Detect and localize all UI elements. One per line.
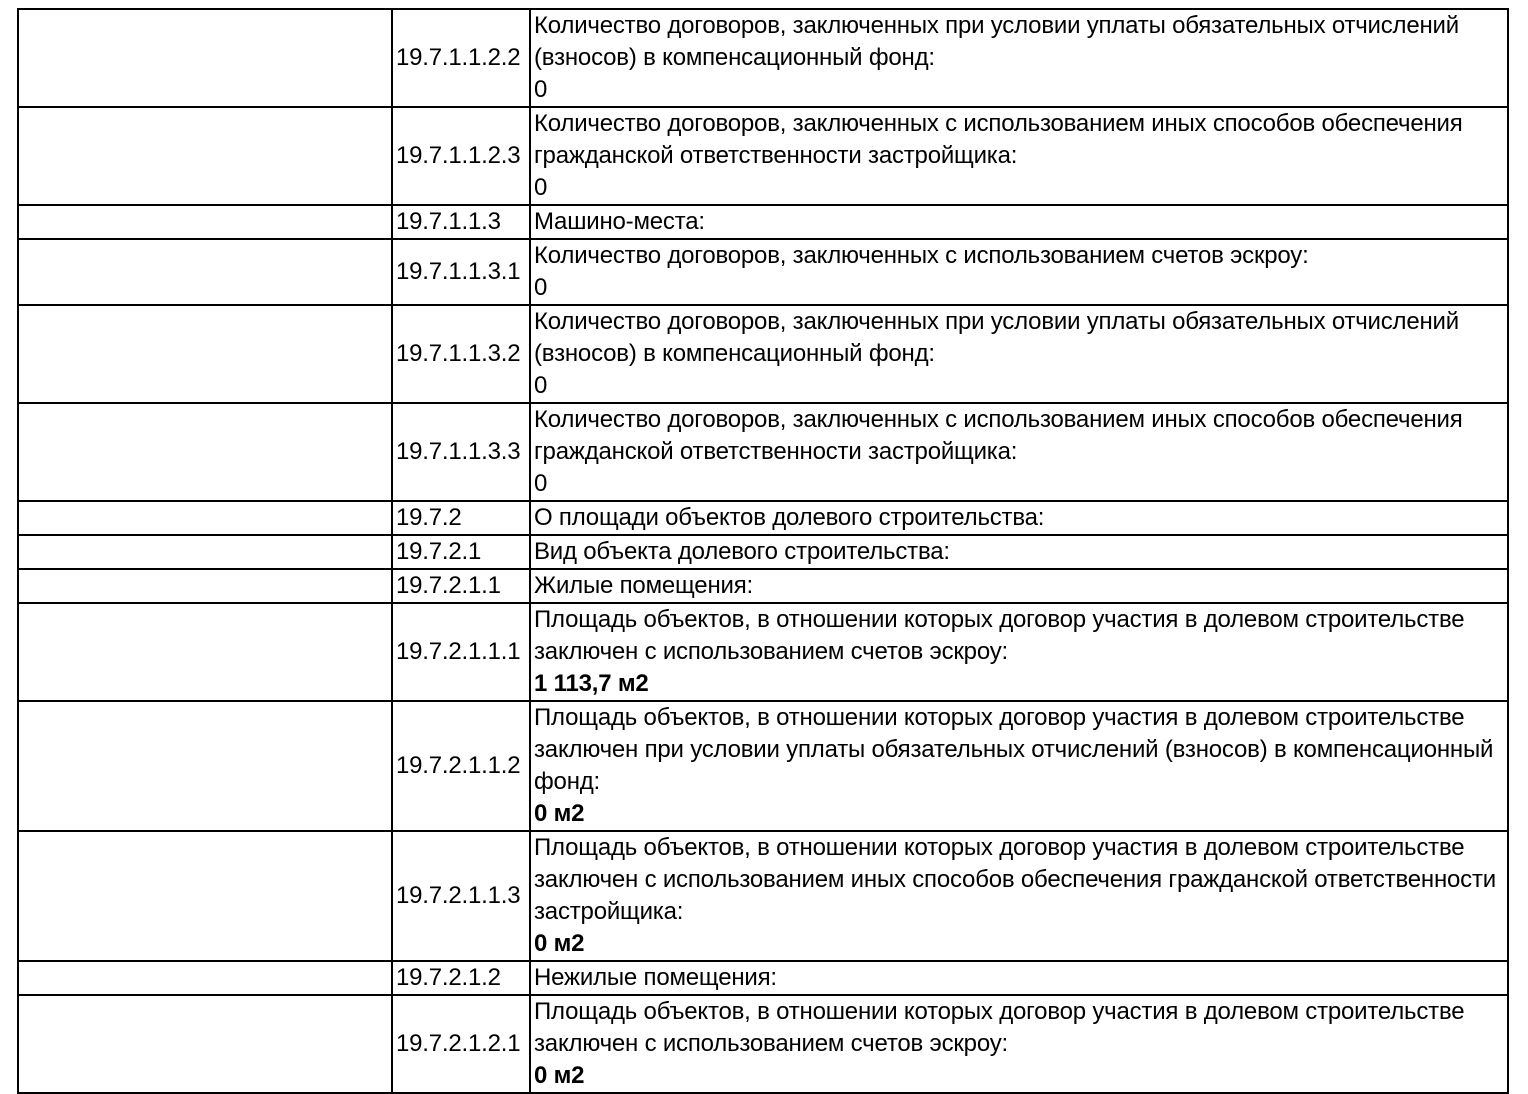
table-row [18, 205, 1508, 239]
row-value: 0 [534, 372, 548, 399]
row-number: 19.7.2.1.1.2 [392, 701, 530, 831]
row-content [530, 569, 1508, 603]
table-row [18, 569, 1508, 603]
row-content [530, 305, 1508, 403]
empty-cell [18, 403, 392, 501]
table-row [18, 239, 1508, 305]
row-content [530, 995, 1508, 1093]
table-row [18, 535, 1508, 569]
row-content [530, 535, 1508, 569]
row-number: 19.7.2 [392, 501, 530, 535]
row-content [530, 501, 1508, 535]
row-label: О площади объектов долевого строительства: [534, 504, 1045, 531]
row-content [530, 403, 1508, 501]
row-value: 0 м2 [534, 800, 585, 827]
row-label: Площадь объектов, в отношении которых договор участия в долевом строительстве заключен с использованием счетов эскроу: [534, 606, 1465, 665]
row-value: 0 [534, 470, 548, 497]
table-row [18, 603, 1508, 701]
empty-cell [18, 239, 392, 305]
row-content [530, 961, 1508, 995]
table-row [18, 961, 1508, 995]
row-number: 19.7.2.1 [392, 535, 530, 569]
row-label: Количество договоров, заключенных при условии уплаты обязательных отчислений (взносов) в компенсационный фонд: [534, 12, 1459, 71]
empty-cell [18, 603, 392, 701]
empty-cell [18, 569, 392, 603]
row-value: 0 м2 [534, 1062, 585, 1089]
declaration-table [17, 8, 1509, 1094]
row-content [530, 239, 1508, 305]
row-value: 0 [534, 274, 548, 301]
table-row [18, 107, 1508, 205]
row-label: Площадь объектов, в отношении которых договор участия в долевом строительстве заключен с использованием счетов эскроу: [534, 998, 1465, 1057]
table-row [18, 9, 1508, 107]
empty-cell [18, 535, 392, 569]
row-value: 0 м2 [534, 930, 585, 957]
row-label: Машино-места: [534, 208, 705, 235]
row-number: 19.7.2.1.1 [392, 569, 530, 603]
row-label: Количество договоров, заключенных с использованием иных способов обеспечения гражданской ответственности застройщика: [534, 406, 1463, 465]
row-number: 19.7.1.1.3.1 [392, 239, 530, 305]
row-content [530, 603, 1508, 701]
row-label: Количество договоров, заключенных с использованием счетов эскроу: [534, 242, 1309, 269]
empty-cell [18, 305, 392, 403]
table-row [18, 701, 1508, 831]
row-label: Количество договоров, заключенных при условии уплаты обязательных отчислений (взносов) в компенсационный фонд: [534, 308, 1459, 367]
row-number: 19.7.1.1.3.2 [392, 305, 530, 403]
row-number: 19.7.2.1.1.1 [392, 603, 530, 701]
row-content [530, 701, 1508, 831]
row-value: 0 [534, 76, 548, 103]
row-number: 19.7.1.1.3 [392, 205, 530, 239]
row-content [530, 107, 1508, 205]
row-label: Количество договоров, заключенных с использованием иных способов обеспечения гражданской ответственности застройщика: [534, 110, 1463, 169]
table-row [18, 403, 1508, 501]
row-number: 19.7.1.1.2.3 [392, 107, 530, 205]
row-value: 0 [534, 174, 548, 201]
empty-cell [18, 995, 392, 1093]
empty-cell [18, 205, 392, 239]
table-row [18, 995, 1508, 1093]
row-number: 19.7.1.1.2.2 [392, 9, 530, 107]
row-content [530, 205, 1508, 239]
empty-cell [18, 701, 392, 831]
empty-cell [18, 107, 392, 205]
declaration-table-body [18, 9, 1508, 1093]
table-row [18, 501, 1508, 535]
table-row [18, 831, 1508, 961]
empty-cell [18, 9, 392, 107]
row-label: Площадь объектов, в отношении которых договор участия в долевом строительстве заключен с использованием иных способов обеспечения гражданской ответственности застройщика: [534, 834, 1496, 925]
row-content [530, 9, 1508, 107]
empty-cell [18, 501, 392, 535]
row-label: Жилые помещения: [534, 572, 753, 599]
row-number: 19.7.1.1.3.3 [392, 403, 530, 501]
row-label: Вид объекта долевого строительства: [534, 538, 950, 565]
row-number: 19.7.2.1.1.3 [392, 831, 530, 961]
row-label: Площадь объектов, в отношении которых договор участия в долевом строительстве заключен при условии уплаты обязательных отчислений (взносов) в компенсационный фонд: [534, 704, 1494, 795]
empty-cell [18, 961, 392, 995]
row-number: 19.7.2.1.2.1 [392, 995, 530, 1093]
row-label: Нежилые помещения: [534, 964, 777, 991]
row-number: 19.7.2.1.2 [392, 961, 530, 995]
row-value: 1 113,7 м2 [534, 670, 649, 697]
empty-cell [18, 831, 392, 961]
row-content [530, 831, 1508, 961]
table-row [18, 305, 1508, 403]
